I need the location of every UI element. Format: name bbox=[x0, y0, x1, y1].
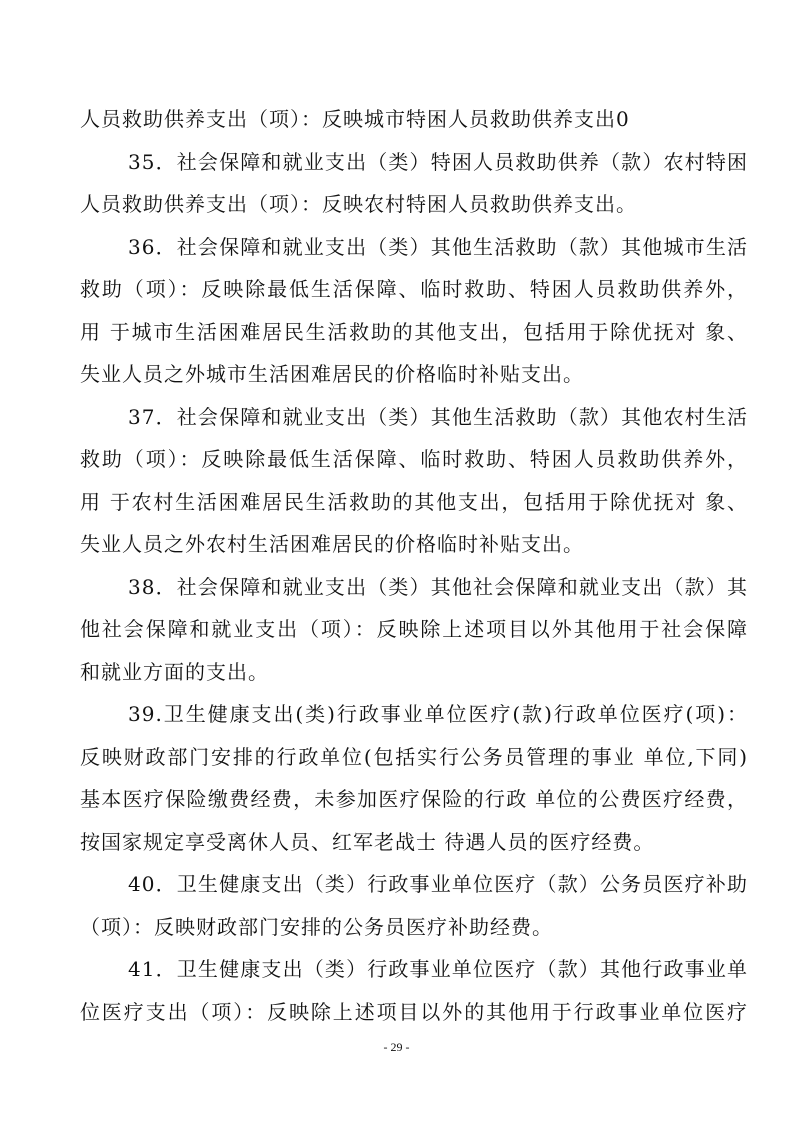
text-line: 反映财政部门安排的行政单位(包括实行公务员管理的事业 单位,下同) bbox=[80, 744, 748, 769]
document-body bbox=[80, 98, 748, 1033]
page-number: - 29 - bbox=[383, 1040, 410, 1054]
text-line: 按国家规定享受离休人员、红军老战士 待遇人员的医疗经费。 bbox=[80, 829, 655, 854]
text-line: 救助（项）：反映除最低生活保障、临时救助、特困人员救助供养外， bbox=[80, 277, 748, 301]
text-line: 失业人员之外农村生活困难居民的价格临时补贴支出。 bbox=[80, 532, 584, 556]
text-line: 39.卫生健康支出(类)行政事业单位医疗(款)行政单位医疗(项)： bbox=[128, 702, 748, 726]
text-line: 他社会保障和就业支出（项）：反映除上述项目以外其他用于社会保障 bbox=[80, 617, 748, 641]
text-line: （项）：反映财政部门安排的公务员医疗补助经费。 bbox=[80, 914, 553, 939]
text-line: 失业人员之外城市生活困难居民的价格临时补贴支出。 bbox=[80, 362, 584, 386]
text-line: 35．社会保障和就业支出（类）特困人员救助供养（款）农村特困 bbox=[128, 149, 748, 174]
text-line: 人员救助供养支出（项）：反映城市特困人员救助供养支出0 bbox=[80, 107, 630, 131]
text-line: 救助（项）：反映除最低生活保障、临时救助、特困人员救助供养外， bbox=[80, 447, 748, 471]
text-line: 位医疗支出（项）：反映除上述项目以外的其他用于行政事业单位医疗 bbox=[80, 999, 748, 1024]
text-line: 37．社会保障和就业支出（类）其他生活救助（款）其他农村生活 bbox=[128, 404, 748, 429]
text-line: 用 于农村生活困难居民生活救助的其他支出，包括用于除优抚对 象、 bbox=[80, 489, 748, 514]
text-line: 38．社会保障和就业支出（类）其他社会保障和就业支出（款）其 bbox=[128, 574, 748, 599]
text-line: 和就业方面的支出。 bbox=[80, 659, 269, 684]
text-line: 人员救助供养支出（项）：反映农村特困人员救助供养支出。 bbox=[80, 192, 637, 216]
text-line: 用 于城市生活困难居民生活救助的其他支出，包括用于除优抚对 象、 bbox=[80, 319, 748, 344]
text-line: 41．卫生健康支出（类）行政事业单位医疗（款）其他行政事业单 bbox=[128, 957, 748, 981]
text-line: 基本医疗保险缴费经费，未参加医疗保险的行政 单位的公费医疗经费， bbox=[80, 787, 748, 811]
text-line: 36．社会保障和就业支出（类）其他生活救助（款）其他城市生活 bbox=[128, 234, 748, 259]
text-line: 40．卫生健康支出（类）行政事业单位医疗（款）公务员医疗补助 bbox=[128, 872, 748, 896]
